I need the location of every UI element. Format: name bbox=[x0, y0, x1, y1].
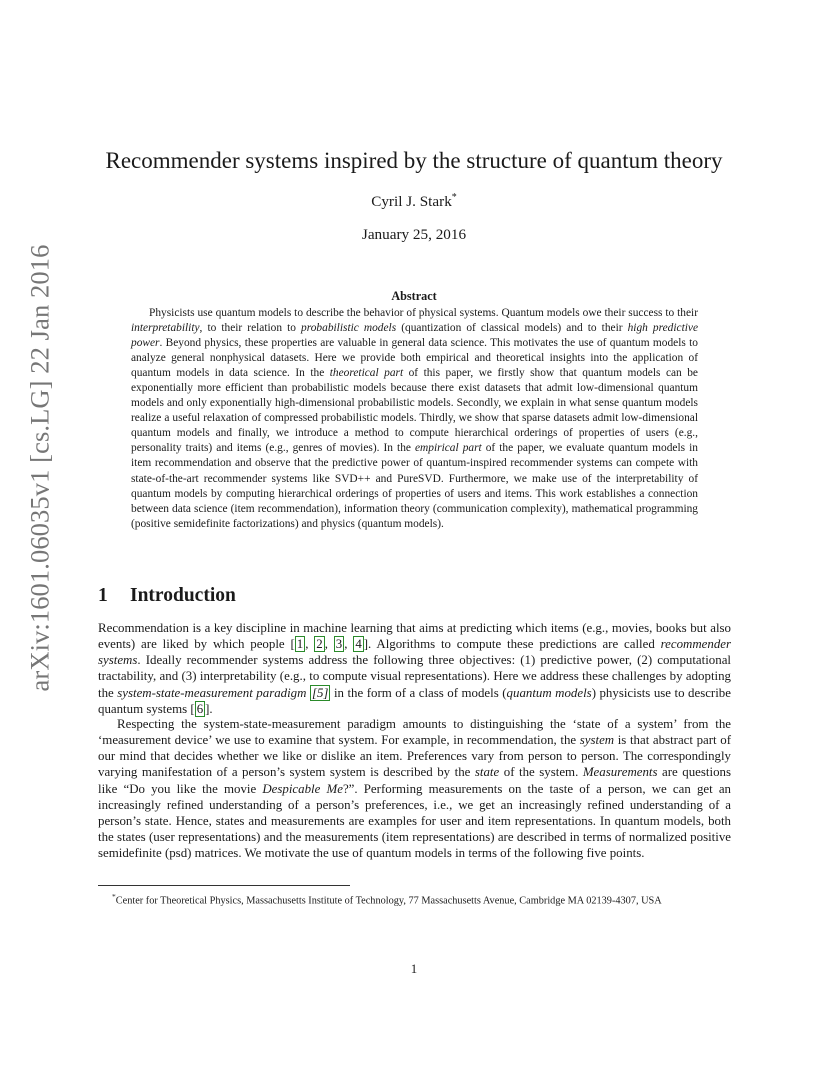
footnote-rule bbox=[98, 885, 350, 886]
section-title: Introduction bbox=[130, 585, 236, 606]
citation-link[interactable]: 6 bbox=[196, 701, 204, 716]
citation-link[interactable]: 2 bbox=[316, 637, 323, 652]
section-number: 1 bbox=[98, 585, 108, 606]
author-line bbox=[0, 192, 828, 211]
citation-link[interactable]: 4 bbox=[355, 637, 362, 652]
author-footnote-mark: * bbox=[451, 192, 457, 203]
citation-link[interactable]: [5] bbox=[311, 685, 329, 700]
arxiv-sidebar-stamp bbox=[20, 244, 60, 692]
abstract-heading: Abstract bbox=[391, 289, 437, 303]
citation-link[interactable]: 1 bbox=[296, 637, 304, 652]
footnote-mark: * bbox=[112, 892, 116, 901]
citation-link[interactable]: 3 bbox=[335, 637, 343, 652]
footnote-text: Center for Theoretical Physics, Massachusetts Institute of Technology, 77 Massachusetts Avenue, Cambridge MA 02139-4307, USA bbox=[115, 895, 662, 907]
paper-date: January 25, 2016 bbox=[361, 226, 467, 243]
author-name: Cyril J. Stark bbox=[371, 193, 452, 211]
arxiv-identifier: arXiv:1601.06035v1 [cs.LG] 22 Jan 2016 bbox=[24, 244, 55, 692]
intro-paragraph-1: Recommendation is a key discipline in machine learning that aims at predicting which items (e.g., movies, books but also events) are liked by which people [ 1 , 2 , 3 , 4 ]. Algorithms to compute these predictions are called recommender systems. Ideally recommender systems address the following three objectives: (1) predictive power, (2) computational tractability, and (3) interpretability (e.g., to compute visual representations). Here we address these challenges by adopting the system-state-measurement paradigm [5] in the form of a class of models (quantum models) physicists use to describe quantum systems [ 6 ]. bbox=[98, 621, 732, 716]
section-heading-introduction bbox=[98, 585, 236, 607]
abstract-body: Physicists use quantum models to describe the behavior of physical systems. Quantum models owe their success to their interpretability, to their relation to probabilistic models (quantization of classical models) and to their high predictive power. Beyond physics, these properties are valuable in general data science. This motivates the use of quantum models to analyze general nonphysical datasets. Here we provide both empirical and theoretical insights into the application of quantum models in data science. In the theoretical part of this paper, we firstly show that quantum models can be exponentially more efficient than probabilistic models because there exist datasets that admit low-dimensional quantum models and only exponentially high-dimensional probabilistic models. Secondly, we explain in what sense quantum models realize a useful relaxation of compressed probabilistic models. Thirdly, we show that sparse datasets admit low-dimensional quantum models and finally, we introduce a method to compute hierarchical orderings of properties of users (e.g., personality traits) and items (e.g., genres of movies). In the empirical part of the paper, we evaluate quantum models in item recommendation and observe that the predictive power of quantum-inspired recommender systems can compete with state-of-the-art recommender systems like SVD++ and PureSVD. Furthermore, we make use of the interpretability of quantum models by computing hierarchical orderings of properties of users and items. This work establishes a connection between data science (item recommendation), information theory (communication complexity), mathematical programming (positive semidefinite factorizations) and physics (quantum models). bbox=[131, 307, 699, 530]
intro-paragraph-2: Respecting the system-state-measurement paradigm amounts to distinguishing the ‘state of a system’ from the ‘measurement device’ we use to examine that system. For example, in recommendation, the system is that abstract part of our mind that decides whether we like or dislike an item. Preferences vary from person to person. The correspondingly varying manifestation of a person’s system system is described by the state of the system. Measurements are questions like “Do you like the movie Despicable Me?”. Performing measurements on the taste of a person, we can get an increasingly refined understanding of a person’s preferences, i.e., we get an increasingly refined understanding of a person’s state. Hence, states and measurements are examples for user and item representations. In quantum models, both the states (user representations) and the measurements (item representations) are described in terms of normalized positive semidefinite (psd) matrices. We motivate the use of quantum models in terms of the following five points. bbox=[98, 717, 732, 861]
paper-title: Recommender systems inspired by the structure of quantum theory bbox=[105, 148, 723, 173]
page-number: 1 bbox=[410, 962, 418, 976]
footnote bbox=[98, 890, 731, 908]
